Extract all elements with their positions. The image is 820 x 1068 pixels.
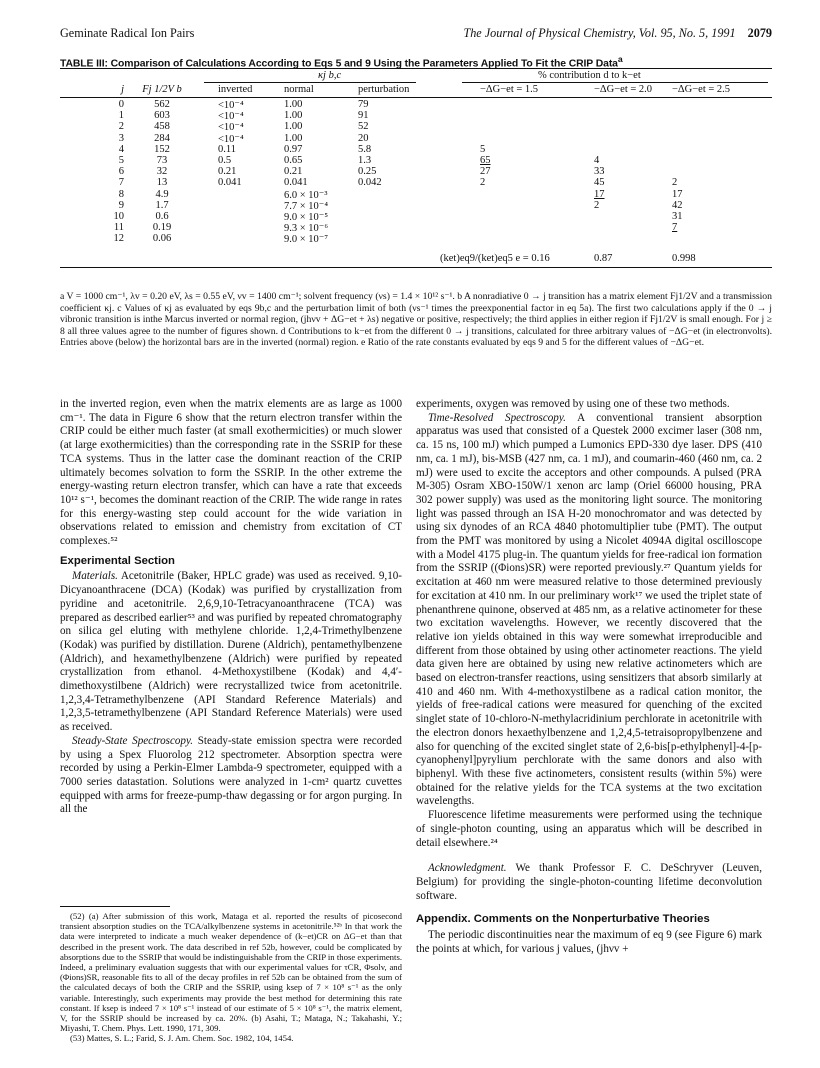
table-cell-pert: 1.3 (358, 154, 372, 166)
col-header-normal: normal (284, 84, 314, 95)
table-cell-inv: <10⁻⁴ (218, 111, 244, 123)
contribution-group-rule (462, 82, 768, 83)
table-cell-inv: <10⁻⁴ (218, 122, 244, 134)
paragraph: in the inverted region, even when the matrix elements are as large as 1000 cm⁻¹. The data in Figure 6 show that the return electron transfer within the CRIP could be either much faster (at small exothermicities) or much slower (at large exothermicities) than the corresponding rate in the SSRIP for these TCA systems. Thus in the latter case the dominant reaction of the CRIP ultimately becomes solvation to form the SSRIP. In the other extreme the energy-wasting return electron transfer, which can have a rate that exceeds 10¹² s⁻¹, becomes the dominant reaction of the CRIP. The wide range in rates for this energy-wasting step could account for the wide variation in observations related to emission and chemistry from excitation of CT complexes.⁵² (60, 398, 402, 548)
paragraph-text: Acetonitrile (Baker, HPLC grade) was used as received. 9,10-Dicyanoanthracene (DCA) (Kodak) was purified by crystallization from pyridine and acetonitrile. 2,6,9,10-Tetracyanoanthracene (TCA) was prepared as described earlier⁵³ and was purified by repeated chromatography on silica gel eluting with methylene chloride. 1,2,4-Trimethylbenzene (Kodak) was purified by distillation. Durene (Aldrich), pentamethylbenzene (Aldrich), and hexamethylbenzene (Aldrich) were purified by repeated crystallization from ethanol. 4-Methoxystilbene (Kodak) and 4,4′-dimethoxystilbene (Aldrich) were recrystallized twice from acetonitrile. 1,2,3,4-Tetramethylbenzene (API Standard Reference Materials) and 1,2,3,5-tetramethylbenzene (API Standard Reference Materials) were used as received. (60, 570, 402, 734)
table-cell-f: 4.9 (155, 188, 169, 200)
references-rule (60, 906, 170, 907)
table-cell-g15: 5 (480, 143, 486, 155)
header-right (463, 26, 772, 41)
table-cell-inv: <10⁻⁴ (218, 133, 244, 145)
table-cell-j: 8 (118, 188, 124, 200)
table-cell-j: 12 (113, 233, 124, 245)
table-column-header (60, 84, 772, 96)
table-cell-norm: 1.00 (284, 132, 303, 144)
table-cell-j: 5 (118, 154, 124, 166)
paragraph-appendix: The periodic discontinuities near the maximum of eq 9 (see Figure 6) mark the points at which, for various j values, (jhνv + (416, 929, 762, 955)
table-footnote: a V = 1000 cm⁻¹, λv = 0.20 eV, λs = 0.55 eV, νv = 1400 cm⁻¹; solvent frequency (νs) = 1.4 × 10¹² s⁻¹. b A nonradiative 0 → j transition has a matrix element Fj1/2V and a transmission coefficient κj. c Values of κj as evaluated by eqs 9b,c and the perturbation limit of both (νs⁻¹ times the preexponential factor in eq 5a). The first two calculations apply if the 0 → j vibronic transition is inthe Marcus inverted or normal region, (jhνv + ΔG−et + λs) negative or positive, respectively; the third applies in either region if Fj1/2V is small enough. For j ≥ 8 all three values agree to the number of figures shown. d Contributions to k−et from the different 0 → j transitions, calculated for three arbitrary values of −ΔG−et (in electronvolts). Entries above (below) the horizontal bars are in the inverted (normal) region. e Ratio of the rate constants evaluated by eqs 9 and 5 for the different values of −ΔG−et. (60, 291, 772, 349)
table-row (60, 144, 772, 155)
table-cell-f: 0.19 (152, 222, 172, 234)
page-number: 2079 (747, 26, 772, 40)
table-cell-norm: 0.041 (284, 177, 308, 189)
col-header-f: Fj 1/2V b (142, 84, 182, 95)
table-cell-f: 0.06 (152, 233, 172, 245)
reference-53: (53) Mattes, S. L.; Farid, S. J. Am. Chem. Soc. 1982, 104, 1454. (70, 1033, 294, 1044)
ratio-g20: 0.87 (594, 253, 613, 265)
table-cell-pert: 52 (358, 121, 369, 133)
kappa-group-rule (204, 82, 416, 83)
table-row (60, 121, 772, 132)
table-cell-pert: 91 (358, 110, 369, 122)
run-in-heading: Acknowledgment. (428, 862, 507, 875)
table-cell-pert: 79 (358, 99, 369, 110)
right-column (416, 398, 762, 956)
table-cell-g25: 42 (672, 199, 683, 211)
journal-citation: The Journal of Physical Chemistry, Vol. 95, No. 5, 1991 (463, 26, 736, 40)
reference-52: (52) (a) After submission of this work, Mataga et al. reported the results of picosecond transient absorption studies on the TCA/alkylbenzene systems in acetonitrile.⁵²ᵇ In that work the data were interpreted to indicate a much weaker dependence of (k−et)CR on ΔG−et than that described in the present work. The data described in ref 52b, however, could be complicated by absorptions due to the SSRIP that would be indistinguishable from the CRIP in those experiments. Indeed, a preliminary evaluation suggests that with our experimental values for τCR, Φsolv, and (Φions)SR, reasonable fits to all of the decay profiles in ref 52b can be obtained from the sum of the calculated decays of both the CRIP and the SSRIP, using ksep of 7 × 10⁸ s⁻¹ as the only variable. Interestingly, such experiments may provide the best method for determining this rate constant. If ksep is indeed 7 × 10⁸ s⁻¹ instead of our estimate of 5 × 10⁸ s⁻¹, the matrix element, V, for the SSRIP should be increased by ca. 20%. (b) Asahi, T.; Mataga, N.; Takahashi, Y.; Miyashi, T. Chem. Phys. Lett. 1990, 171, 309. (60, 911, 402, 1034)
table-row (60, 99, 772, 110)
ratio-g25: 0.998 (672, 253, 696, 265)
table-row (60, 177, 772, 188)
table-row (60, 200, 772, 211)
table-cell-g15: 27 (480, 166, 491, 178)
ratio-row (60, 253, 772, 266)
run-in-heading: Materials. (72, 570, 118, 583)
table-cell-f: 284 (154, 132, 170, 144)
acknowledgment (416, 862, 762, 903)
left-column (60, 398, 402, 817)
table-cell-norm: 6.0 × 10⁻³ (284, 189, 328, 201)
table-cell-f: 603 (154, 110, 170, 122)
table-cell-f: 13 (156, 177, 168, 189)
table-cell-j: 3 (118, 132, 124, 144)
run-in-heading: Time-Resolved Spectroscopy. (428, 411, 566, 424)
table-row (60, 233, 772, 244)
table-cell-inv: 0.11 (218, 143, 236, 155)
table-row (60, 166, 772, 177)
col-header-j: j (121, 84, 124, 95)
paragraph-time-resolved (416, 412, 762, 809)
table-bottom-rule (60, 267, 772, 268)
table-cell-g15: 65 (480, 154, 491, 166)
paragraph-text: Steady-state emission spectra were recorded by using a Spex Fluorolog 212 spectrometer. Absorption spectra were recorded by using a Perkin-Elmer Lambda-9 spectrometer, equipped with a 7000 series datastation. Solutions were analyzed in 1-cm² quartz cuvettes equipped with arms for freeze-pump-thaw degassing or for argon purging. In all the (60, 734, 402, 816)
paragraph-text: We thank Professor F. C. DeSchryver (Leuven, Belgium) for providing the single-photon-counting lifetime deconvolution software. (416, 862, 762, 902)
table-cell-g25: 17 (672, 188, 683, 200)
table-cell-norm: 0.21 (284, 166, 303, 178)
paragraph-materials (60, 570, 402, 734)
table-cell-inv: 0.5 (218, 154, 232, 166)
table-cell-g25: 7 (672, 222, 678, 234)
table-top-rule (60, 68, 772, 69)
header-rule (60, 97, 772, 98)
contribution-group-label: % contribution d to k−et (538, 70, 641, 81)
table-cell-norm: 9.0 × 10⁻⁵ (284, 211, 328, 223)
table-cell-f: 152 (154, 143, 170, 155)
table-cell-j: 10 (113, 210, 124, 222)
table-cell-pert: 5.8 (358, 143, 372, 155)
table-cell-norm: 9.0 × 10⁻⁷ (284, 234, 328, 246)
table-cell-norm: 0.65 (284, 154, 303, 166)
table-cell-pert: 20 (358, 132, 369, 144)
table-cell-inv: <10⁻⁴ (218, 100, 244, 111)
table-cell-f: 1.7 (155, 199, 169, 211)
table-cell-j: 1 (118, 110, 124, 122)
table-cell-f: 562 (154, 99, 170, 110)
table-caption-text: TABLE III: Comparison of Calculations According to Eqs 5 and 9 Using the Parameters Applied To Fit the CRIP Data (60, 58, 618, 70)
col-header-g20: −ΔG−et = 2.0 (594, 84, 653, 95)
paragraph: experiments, oxygen was removed by using one of these two methods. (416, 398, 730, 410)
table-cell-norm: 1.00 (284, 99, 303, 110)
table-row (60, 133, 772, 144)
table-cell-inv: 0.041 (218, 177, 242, 189)
references (60, 906, 402, 1044)
table-cell-norm: 0.97 (284, 143, 303, 155)
table-cell-norm: 1.00 (284, 121, 303, 133)
table-cell-inv: 0.21 (218, 166, 237, 178)
table-cell-pert: 0.25 (358, 166, 377, 178)
table-cell-j: 2 (118, 121, 124, 133)
table-cell-f: 458 (154, 121, 170, 133)
paragraph-steady-state (60, 735, 402, 817)
table-cell-f: 0.6 (155, 210, 169, 222)
table-cell-j: 0 (118, 99, 124, 110)
paragraph-text: A conventional transient absorption apparatus was used that consisted of a Questek 2000 excimer laser (308 nm, ca. 15 ns, 100 mJ) which pumped a Lumonics EPD-330 dye laser. DPS (410 nm, ca. 1 mJ), bis-MSB (427 nm, ca. 1 mJ), and coumarin-460 (460 nm, ca. 2 mJ) were used to excite the acceptors and other compounds. A pulsed (PRA M-305) Osram XBO-150W/1 xenon arc lamp (Oriel 66000 housing, PRA 302 power supply) was used as the monitoring light source. The monitoring light was passed through an ISA H-20 monochromator and was detected by using six dynodes of an RCA 4840 photomultiplier tube (PMT). The output from the PMT was monitored by using a Nicolet 4094A digital oscilloscope with a Model 4175 plug-in. The quantum yields for free-radical ion formation from the SSRIP ((Φions)SR) were reported previously.²⁷ Quantum yields for excitation at 460 nm were measured relative to those determined previously for excitation at 410 nm. In our preliminary work¹⁷ we used the triplet state of phenanthrene quinone, observed at 485 nm, as a relative actinometer for these two excitation wavelengths. However, we recently discovered that the relative ion yields obtained in this way were somewhat irreproducible and different from those obtained by using other actinometer reactions. The yield data given here are obtained by using new relative actinometers which are based on electron-transfer reactions, using sensitizers that absorb similarly at 410 and 460 nm. With 4-methoxystilbene as a radical cation monitor, the yields of free-radical cations were measured for quenching of the excited singlet state of 10-chloro-N-methylacridinium perchlorate in acetonitrile with the electron donors hexaethylbenzene and 1,2,4,5-tetraisopropylbenzene and also for quenching of the excited singlet state of 2,6-bis[p-ethylphenyl]-4-[p-cyanophenyl]pyrylium perchlorate with the same donors and also with biphenyl. With these five actinometers, consistent results (within 5%) were obtained for the relative yields for the TCA systems at the two excitation wavelengths. (416, 411, 763, 808)
col-header-g15: −ΔG−et = 1.5 (480, 84, 539, 95)
table-cell-f: 73 (156, 154, 168, 166)
run-in-heading: Steady-State Spectroscopy. (72, 734, 194, 747)
table-cell-norm: 9.3 × 10⁻⁶ (284, 223, 328, 235)
table-cell-g20: 4 (594, 154, 600, 166)
table-cell-j: 6 (118, 166, 124, 178)
paragraph-fluorescence: Fluorescence lifetime measurements were performed using the technique of single-photon counting, using an apparatus which will be described in detail elsewhere.²⁴ (416, 809, 762, 849)
table-cell-g25: 2 (672, 177, 678, 189)
data-table (60, 70, 772, 268)
table-caption-sup: a (617, 54, 623, 64)
table-cell-norm: 1.00 (284, 110, 303, 122)
header-left: Geminate Radical Ion Pairs (60, 26, 195, 40)
running-header (60, 26, 772, 44)
table-cell-j: 11 (113, 222, 124, 234)
kappa-group-label: κj b,c (318, 70, 342, 81)
table-row (60, 222, 772, 233)
table-cell-j: 4 (118, 143, 124, 155)
table-cell-g20: 2 (594, 199, 600, 211)
table-row (60, 189, 772, 200)
table-cell-f: 32 (156, 166, 168, 178)
col-header-g25: −ΔG−et = 2.5 (672, 84, 731, 95)
ratio-label: (ket)eq9/(ket)eq5 e = 0.16 (440, 253, 550, 265)
table-row (60, 155, 772, 166)
section-heading: Experimental Section (60, 554, 175, 567)
table-cell-g25: 31 (672, 210, 683, 222)
table-body (60, 99, 772, 244)
table-row (60, 211, 772, 222)
table-cell-g20: 17 (594, 188, 605, 200)
appendix-heading: Appendix. Comments on the Nonperturbative Theories (416, 913, 710, 926)
table-cell-g20: 33 (594, 166, 605, 178)
table-cell-j: 7 (118, 177, 124, 189)
table-cell-norm: 7.7 × 10⁻⁴ (284, 200, 328, 212)
col-header-inverted: inverted (218, 84, 253, 95)
col-header-perturbation: perturbation (358, 84, 410, 95)
table-group-header (60, 70, 772, 82)
table-cell-g15: 2 (480, 177, 486, 189)
table-cell-pert: 0.042 (358, 177, 382, 189)
table-row (60, 110, 772, 121)
table-cell-j: 9 (118, 199, 124, 211)
table-cell-g20: 45 (594, 177, 605, 189)
